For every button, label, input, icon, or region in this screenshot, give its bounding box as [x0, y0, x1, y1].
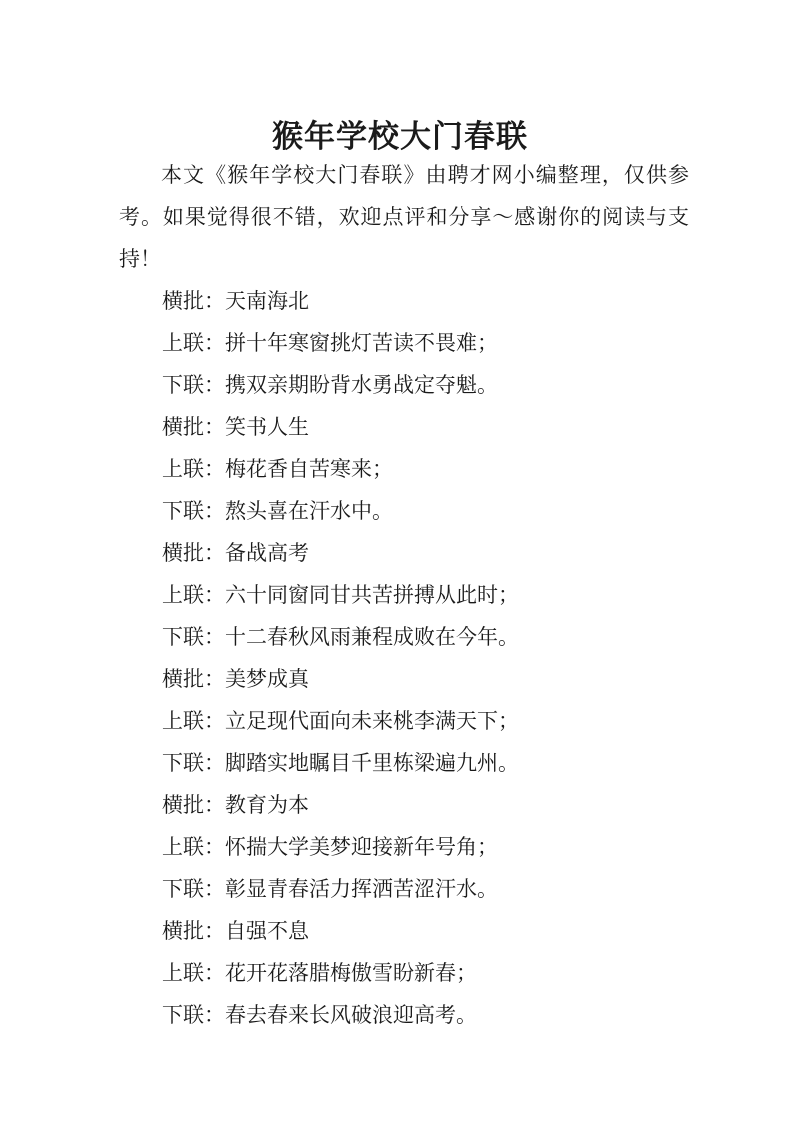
- line-separator: ：: [204, 499, 225, 523]
- line-separator: ：: [204, 457, 225, 481]
- couplet-line: [162, 868, 722, 910]
- couplet-line: [162, 406, 722, 448]
- line-label: 上联: [162, 331, 204, 355]
- line-text: 笑书人生: [225, 415, 309, 439]
- couplet-line: [162, 532, 722, 574]
- line-text: 拼十年寒窗挑灯苦读不畏难；: [225, 331, 498, 355]
- line-text: 携双亲期盼背水勇战定夺魁。: [225, 373, 498, 397]
- line-separator: ：: [204, 373, 225, 397]
- couplet-line: [162, 910, 722, 952]
- line-separator: ：: [204, 625, 225, 649]
- line-label: 下联: [162, 373, 204, 397]
- line-text: 教育为本: [225, 793, 309, 817]
- line-label: 横批: [162, 667, 204, 691]
- line-separator: ：: [204, 415, 225, 439]
- line-separator: ：: [204, 331, 225, 355]
- couplet-line: [162, 826, 722, 868]
- couplet-line: [162, 364, 722, 406]
- line-text: 春去春来长风破浪迎高考。: [225, 1003, 477, 1027]
- line-text: 脚踏实地瞩目千里栋梁遍九州。: [225, 751, 519, 775]
- line-label: 上联: [162, 457, 204, 481]
- couplet-list: [162, 280, 722, 1036]
- line-text: 熬头喜在汗水中。: [225, 499, 393, 523]
- line-separator: ：: [204, 919, 225, 943]
- couplet-line: [162, 742, 722, 784]
- couplet-line: [162, 784, 722, 826]
- line-label: 横批: [162, 919, 204, 943]
- line-label: 横批: [162, 289, 204, 313]
- couplet-line: [162, 616, 722, 658]
- couplet-line: [162, 448, 722, 490]
- line-text: 立足现代面向未来桃李满天下；: [225, 709, 519, 733]
- line-text: 梅花香自苦寒来；: [225, 457, 393, 481]
- line-separator: ：: [204, 541, 225, 565]
- couplet-line: [162, 994, 722, 1036]
- line-text: 十二春秋风雨兼程成败在今年。: [225, 625, 519, 649]
- line-separator: ：: [204, 583, 225, 607]
- line-label: 下联: [162, 877, 204, 901]
- line-label: 下联: [162, 625, 204, 649]
- line-separator: ：: [204, 751, 225, 775]
- line-label: 横批: [162, 541, 204, 565]
- line-text: 天南海北: [225, 289, 309, 313]
- line-label: 横批: [162, 415, 204, 439]
- line-label: 上联: [162, 709, 204, 733]
- line-separator: ：: [204, 835, 225, 859]
- line-text: 彰显青春活力挥洒苦涩汗水。: [225, 877, 498, 901]
- line-label: 下联: [162, 499, 204, 523]
- line-separator: ：: [204, 709, 225, 733]
- line-text: 怀揣大学美梦迎接新年号角；: [225, 835, 498, 859]
- line-separator: ：: [204, 877, 225, 901]
- line-separator: ：: [204, 1003, 225, 1027]
- line-text: 六十同窗同甘共苦拼搏从此时；: [225, 583, 519, 607]
- line-text: 自强不息: [225, 919, 309, 943]
- line-label: 上联: [162, 583, 204, 607]
- line-separator: ：: [204, 793, 225, 817]
- line-text: 美梦成真: [225, 667, 309, 691]
- page-title: 猴年学校大门春联: [272, 118, 528, 155]
- line-separator: ：: [204, 961, 225, 985]
- line-separator: ：: [204, 667, 225, 691]
- line-separator: ：: [204, 289, 225, 313]
- line-label: 下联: [162, 1003, 204, 1027]
- couplet-line: [162, 322, 722, 364]
- couplet-line: [162, 700, 722, 742]
- couplet-line: [162, 490, 722, 532]
- line-label: 横批: [162, 793, 204, 817]
- line-text: 备战高考: [225, 541, 309, 565]
- line-label: 上联: [162, 835, 204, 859]
- line-label: 上联: [162, 961, 204, 985]
- couplet-line: [162, 280, 722, 322]
- intro-paragraph: 本文《猴年学校大门春联》由聘才网小编整理，仅供参考。如果觉得很不错，欢迎点评和分享～感谢你的阅读与支持！: [119, 163, 689, 271]
- couplet-line: [162, 574, 722, 616]
- line-text: 花开花落腊梅傲雪盼新春；: [225, 961, 477, 985]
- couplet-line: [162, 658, 722, 700]
- line-label: 下联: [162, 751, 204, 775]
- couplet-line: [162, 952, 722, 994]
